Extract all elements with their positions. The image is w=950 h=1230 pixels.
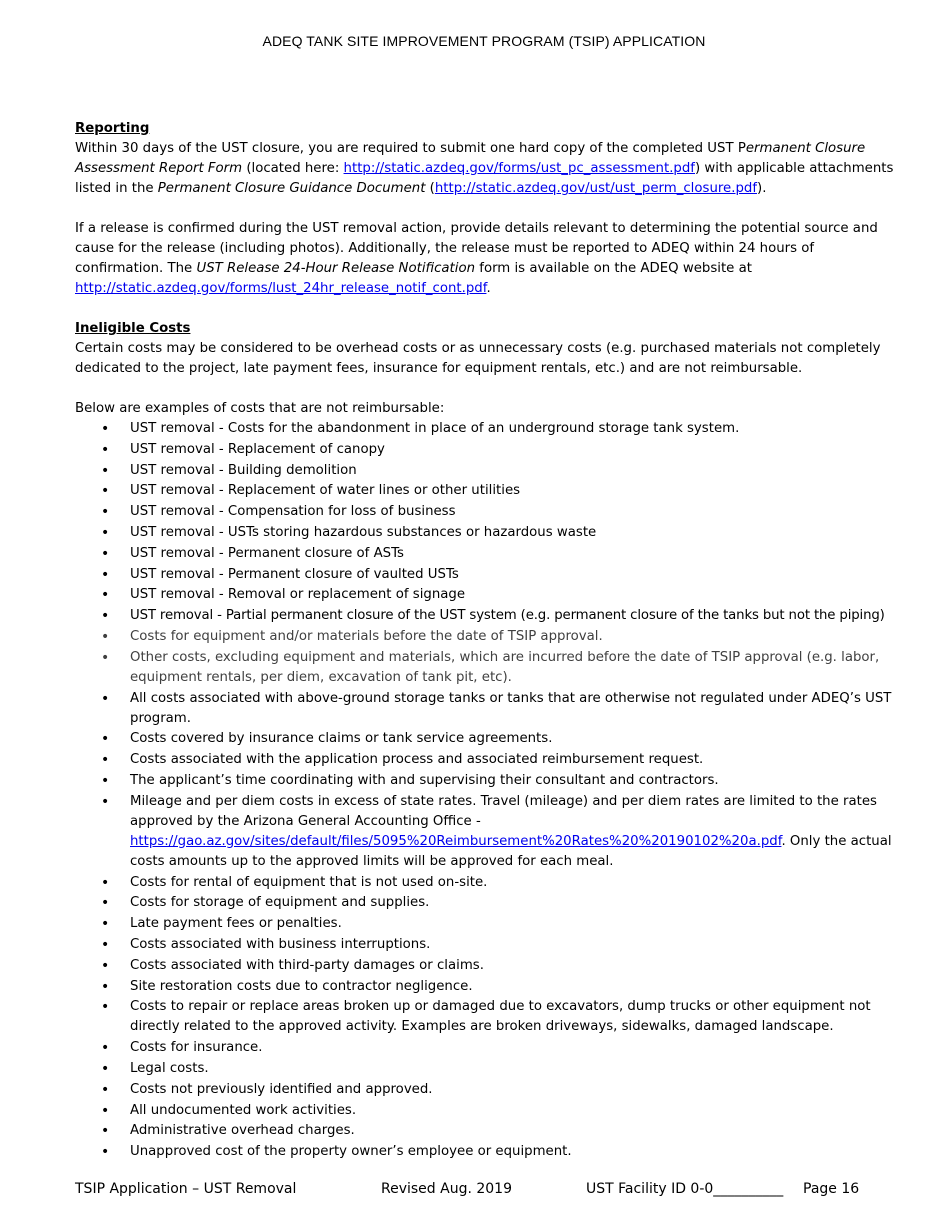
reporting-p2-text-c: . [486, 281, 491, 296]
reporting-p1-text-a: Within 30 days of the UST closure, you are required to submit one hard copy of the completed UST P [75, 141, 746, 156]
reporting-p1-text-b: (located here: [242, 161, 344, 176]
ineligible-costs-heading: Ineligible Costs [75, 321, 191, 336]
footer-facility-id: UST Facility ID 0-0__________ [586, 1181, 784, 1197]
assessment-form-link[interactable]: http://static.azdeq.gov/forms/ust_pc_assessment.pdf [343, 161, 695, 176]
guidance-document-title: Permanent Closure Guidance Document [157, 181, 426, 196]
list-item: • Costs not previously identified and approved. [75, 1080, 905, 1100]
list-item: • The applicant’s time coordinating with and supervising their consultant and contractors. [75, 771, 905, 791]
perm-closure-link[interactable]: http://static.azdeq.gov/ust/ust_perm_closure.pdf [434, 181, 758, 196]
list-item: • UST removal - Replacement of canopy [75, 440, 905, 460]
release-notification-link[interactable]: http://static.azdeq.gov/forms/lust_24hr_release_notif_cont.pdf [75, 281, 487, 296]
reporting-paragraph-2 [75, 219, 905, 299]
list-item: • Unapproved cost of the property owner’s employee or equipment. [75, 1142, 905, 1162]
mileage-text-b: . Only the actual costs amounts up to the approved limits will be approved for each meal. [130, 833, 892, 869]
footer-application-name: TSIP Application – UST Removal [75, 1181, 297, 1197]
list-item-mileage [75, 792, 905, 872]
list-item: • Costs covered by insurance claims or tank service agreements. [75, 729, 905, 749]
document-body [75, 119, 905, 1163]
list-item: • UST removal - Compensation for loss of business [75, 502, 905, 522]
list-item: • Costs for equipment and/or materials before the date of TSIP approval. [75, 627, 905, 647]
mileage-text-a: Mileage and per diem costs in excess of state rates. Travel (mileage) and per diem rates are limited to the rates approved by the Arizona General Accounting Office - [130, 793, 877, 829]
reporting-paragraph-1 [75, 139, 905, 199]
list-item: • UST removal - Building demolition [75, 461, 905, 481]
gao-rates-link[interactable]: https://gao.az.gov/sites/default/files/5095%20Reimbursement%20Rates%20%20190102%20a.pdf [130, 833, 782, 849]
footer-page-number: Page 16 [803, 1181, 860, 1197]
list-item: • Costs for insurance. [75, 1038, 905, 1058]
list-item: • UST removal - Costs for the abandonment in place of an underground storage tank system. [75, 419, 905, 439]
page-header-title: ADEQ TANK SITE IMPROVEMENT PROGRAM (TSIP) APPLICATION [262, 33, 706, 49]
list-item: • Administrative overhead charges. [75, 1121, 905, 1141]
reporting-p2-text-b: form is available on the ADEQ website at [475, 261, 752, 276]
list-item: • Other costs, excluding equipment and materials, which are incurred before the date of TSIP approval (e.g. labor, equipment rentals, per diem, excavation of tank pit, etc). [75, 648, 905, 688]
list-item: • Late payment fees or penalties. [75, 914, 905, 934]
release-notification-title: UST Release 24-Hour Release Notification [196, 261, 476, 276]
list-item: • UST removal - USTs storing hazardous substances or hazardous waste [75, 523, 905, 543]
reporting-p2-text-a: If a release is confirmed during the UST removal action, provide details relevant to determining the potential source and cause for the release (including photos). Additionally, the release must be reported to ADEQ within 24 hours of confirmation. The [75, 221, 878, 276]
list-item: • Costs to repair or replace areas broken up or damaged due to excavators, dump trucks or other equipment not directly related to the approved activity. Examples are broken driveways, sidewalks, damaged landscape. [75, 997, 905, 1037]
ineligible-costs-paragraph: Certain costs may be considered to be overhead costs or as unnecessary costs (e.g. purchased materials not completely dedicated to the project, late payment fees, insurance for equipment rentals, etc.) and are not reimbursable. [75, 341, 881, 376]
ineligible-costs-list [75, 419, 905, 1162]
list-item: • Costs associated with third-party damages or claims. [75, 956, 905, 976]
page-footer [75, 1181, 875, 1203]
list-item: • All costs associated with above-ground storage tanks or tanks that are otherwise not regulated under ADEQ’s UST program. [75, 689, 905, 729]
reporting-heading: Reporting [75, 121, 150, 136]
list-item: • UST removal - Replacement of water lines or other utilities [75, 481, 905, 501]
list-item: • UST removal - Permanent closure of vaulted USTs [75, 565, 905, 585]
list-item: • Legal costs. [75, 1059, 905, 1079]
list-item: • Costs associated with business interruptions. [75, 935, 905, 955]
reporting-p1-text-d: ( [425, 181, 435, 196]
closure-form-title: ermanent Closure Assessment Report Form [75, 141, 866, 176]
list-item: • UST removal - Permanent closure of ASTs [75, 544, 905, 564]
footer-revised-date: Revised Aug. 2019 [381, 1181, 512, 1197]
list-item: • All undocumented work activities. [75, 1101, 905, 1121]
list-item: • Costs associated with the application process and associated reimbursement request. [75, 750, 905, 770]
list-item: • Costs for storage of equipment and supplies. [75, 893, 905, 913]
reporting-p1-text-e: ). [757, 181, 767, 196]
ineligible-costs-intro: Below are examples of costs that are not reimbursable: [75, 401, 445, 416]
list-item: • UST removal - Partial permanent closure of the UST system (e.g. permanent closure of the tanks but not the piping) [75, 606, 905, 626]
list-item: • UST removal - Removal or replacement of signage [75, 585, 905, 605]
reporting-p1-text-c: ) with applicable attachments listed in the [75, 161, 894, 196]
list-item: • Site restoration costs due to contractor negligence. [75, 977, 905, 997]
list-item: • Costs for rental of equipment that is not used on-site. [75, 873, 905, 893]
